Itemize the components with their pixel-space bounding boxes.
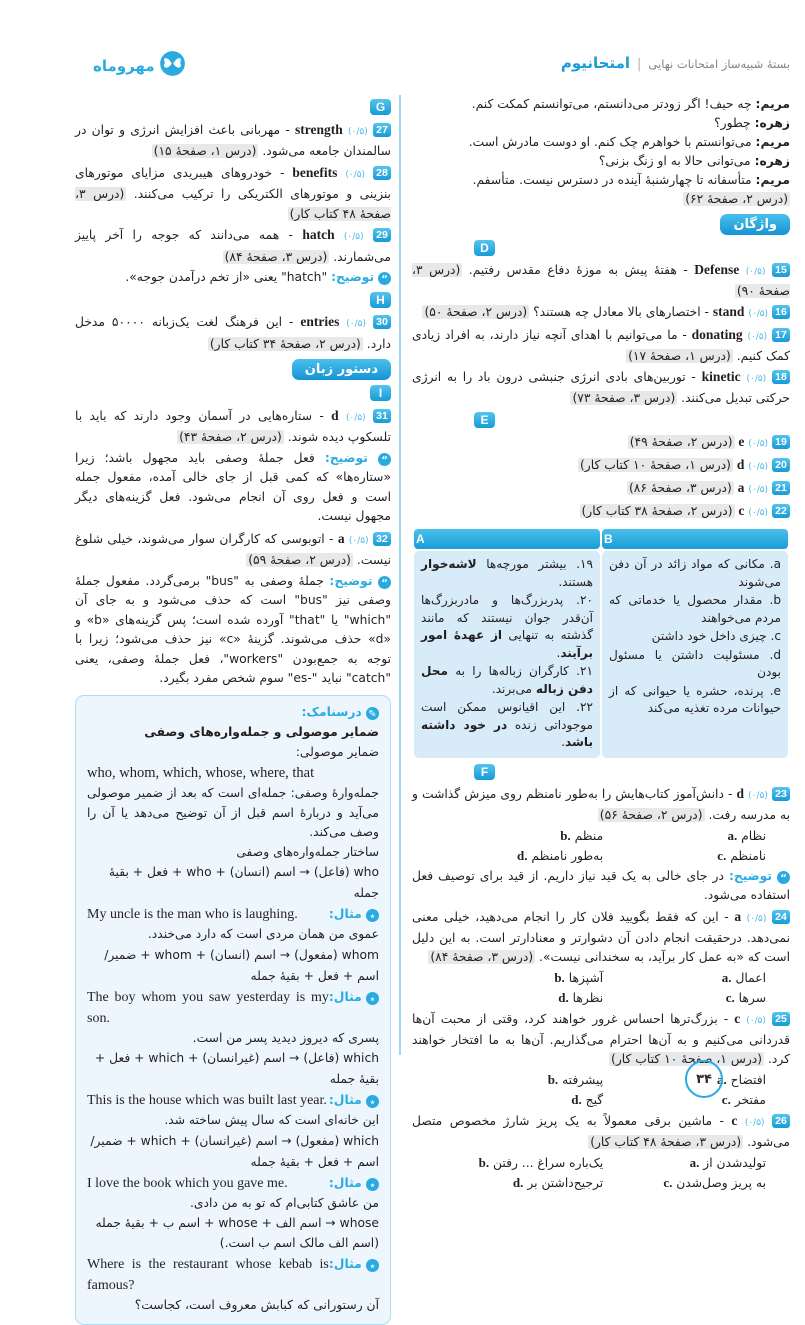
table-cell: c. چیزی داخل خود داشتن [609, 628, 781, 646]
header-separator: | [637, 57, 641, 72]
dialogue-line [412, 133, 790, 152]
lesson-icon: ✎ [366, 707, 379, 720]
answer-item [412, 432, 790, 454]
answer-item [75, 225, 391, 267]
table-header-a: A [414, 529, 600, 549]
formula-note: (اسم الف مالک اسم ب است.) [87, 1234, 379, 1254]
score: (۰/۵) [748, 462, 768, 472]
example-row [87, 1090, 379, 1111]
item-number-badge: 20 [772, 458, 790, 472]
answer-text: - مهربانی باعث افزایش انرژی و توان در سالمندان جامعه می‌شود. [75, 123, 391, 159]
speaker-name: مریم: [756, 135, 790, 149]
answer-letter: a [338, 531, 345, 546]
bulb-icon: ٭ [366, 1095, 379, 1108]
publisher-name: مهروماه [93, 57, 155, 75]
dialogue-line [412, 114, 790, 133]
table-cell: e. پرنده، حشره یا حیوانی که از حیوانات مرده تغذیه می‌کند [609, 683, 781, 718]
answer-letter: d [331, 408, 339, 423]
item-number-badge: 19 [772, 435, 790, 449]
lesson-reference: (درس ۳، صفحهٔ ۸۴) [428, 950, 535, 964]
item-number-badge: 23 [772, 787, 790, 801]
note-text: فعل جملهٔ وصفی باید مجهول باشد؛ زیرا «ستاره‌ها» که کمی قبل از جای خالی آمده، مفعول جمله است و فعل روی آن انجام می‌شود. فعل گزینه‌های دیگر مجهول نیست. [75, 451, 391, 524]
item-number-badge: 25 [772, 1012, 790, 1026]
question-text: - بزرگ‌ترها احساس غرور خواهند کرد، وقتی از محبت آن‌ها قدردانی می‌کنیم و به آن‌ها احترام می‌گذاریم. آن‌ها به ما افتخار خواهند کرد. [412, 1012, 790, 1066]
bulb-icon: ٭ [366, 1259, 379, 1272]
option-a: a. اعمال [603, 968, 766, 988]
score: (۰/۵) [747, 332, 767, 342]
example-translation: آن رستورانی که کبابش معروف است، کجاست؟ [87, 1296, 379, 1316]
speaker-name: مریم: [756, 97, 790, 111]
item-number-badge: 16 [772, 305, 790, 319]
option-d: d. ترجیح‌داشتن بر [412, 1173, 603, 1193]
dialogue-text: چه حیف! اگر زودتر می‌دانستم، می‌توانستم کمکت کنم. [472, 97, 752, 111]
speaker-name: زهره: [755, 154, 790, 168]
note-label: توضیح: [729, 869, 772, 883]
score: (۰/۵) [344, 232, 364, 242]
dialogue-reference [412, 190, 790, 209]
right-column [412, 95, 790, 1194]
mcq-item [412, 1111, 790, 1193]
bulb-icon: ٭ [366, 909, 379, 922]
speaker-name: مریم: [756, 173, 790, 187]
relative-pronouns-list: who, whom, which, whose, where, that [87, 762, 379, 784]
section-letter-badge: G [370, 99, 391, 115]
options-grid [412, 826, 790, 866]
answer-item [75, 529, 391, 571]
item-number-badge: 29 [373, 228, 391, 242]
section-d-row [412, 239, 790, 258]
example-sentence: My uncle is the man who is laughing. [87, 904, 298, 925]
example-row [87, 987, 379, 1029]
lesson-reference: (درس ۲، صفحهٔ ۵۹) [246, 553, 353, 567]
vocabulary-section [412, 214, 790, 235]
brand-title: امتحانیوم [561, 54, 630, 72]
table-cell: ۱۹. بیشتر مورچه‌ها لاشه‌خوار هستند. [421, 556, 593, 591]
bulb-icon: ٭ [366, 1178, 379, 1191]
example-label: ٭ مثال: [329, 1254, 379, 1275]
example-sentence: Where is the restaurant whose kebab is famous? [87, 1254, 329, 1296]
lesson-definition: جمله‌وارهٔ وصفی: جمله‌ای است که بعد از ضمیر موصولی می‌آید و دربارهٔ اسم قبل از آن توضیح می‌دهد یا آن را وصف می‌کند. [87, 784, 379, 843]
dialogue-text: می‌توانستم با خواهرم چک کنم. او دوست مادرش است. [469, 135, 752, 149]
matching-table [412, 527, 790, 760]
quote-icon: “ [777, 871, 790, 884]
score: (۰/۵) [748, 309, 768, 319]
mcq-item [412, 907, 790, 1008]
lesson-reference: (درس ۲، صفحهٔ ۴۹) [628, 435, 735, 449]
option-d: d. گیج [412, 1090, 603, 1110]
example-translation: عموی من همان مردی است که دارد می‌خندد. [87, 925, 379, 945]
answer-word: donating [692, 327, 743, 342]
table-column-a [414, 551, 600, 758]
answer-item [412, 455, 790, 477]
option-c: c. نامنظم [603, 846, 766, 866]
example-row [87, 1173, 379, 1194]
vocabulary-header-badge: واژگان [720, 214, 790, 235]
page-number: ۳۴ [685, 1060, 723, 1098]
score: (۰/۵) [349, 536, 369, 546]
option-b: b. منظم [412, 826, 603, 846]
lesson-reference: (درس ۲، صفحهٔ ۶۲) [683, 192, 790, 206]
option-d: d. به‌طور نامنظم [412, 846, 603, 866]
quote-icon: “ [378, 576, 391, 589]
answer-letter: c [738, 503, 744, 518]
example-label: ٭ مثال: [329, 1090, 379, 1111]
explanation-note [75, 268, 391, 288]
answer-letter: c [731, 1113, 737, 1128]
lesson-subheading: ضمایر موصولی: [87, 743, 379, 763]
item-number-badge: 26 [772, 1114, 790, 1128]
dialogue-text: متأسفانه تا چهارشنبهٔ آینده در دسترس نیست. متأسفم. [473, 173, 752, 187]
dialogue-text: چطور؟ [714, 116, 751, 130]
answer-text: - ستاره‌هایی در آسمان وجود دارند که باید با تلسکوپ دیده شوند. [75, 409, 391, 445]
note-text: در جای خالی به یک قید نیاز داریم. از قید برای توصیف فعل استفاده می‌شود. [412, 869, 790, 902]
item-number-badge: 32 [373, 532, 391, 546]
option-a: a. نظام [603, 826, 766, 846]
option-c: c. مفتخر [603, 1090, 766, 1110]
item-number-badge: 22 [772, 504, 790, 518]
dialogue-line [412, 171, 790, 190]
table-cell: d. مسئولیت داشتن یا مسئول بودن [609, 647, 781, 682]
score: (۰/۵) [745, 1118, 765, 1128]
answer-text: - همه می‌دانند که جوجه را آخر پاییز می‌شمارند. [75, 228, 391, 264]
table-cell: ۲۲. این اقیانوس ممکن است موجوداتی زنده در خود داشته باشد. [421, 699, 593, 752]
score: (۰/۵) [746, 267, 766, 277]
lesson-label: درسنامک: [301, 705, 361, 719]
lesson-reference: (درس ۳، صفحهٔ ۹۰) [412, 263, 790, 298]
score: (۰/۵) [747, 914, 767, 924]
grammar-formula: which (فاعل) → اسم (غیرانسان) + which + فعل + بقیهٔ جمله [87, 1048, 379, 1090]
option-b: b. یک‌باره سراغ ... رفتن [412, 1153, 603, 1173]
lesson-reference: (درس ۱، صفحهٔ ۱۵) [152, 144, 259, 158]
note-label: توضیح: [331, 270, 374, 284]
dialogue-line [412, 95, 790, 114]
answer-text: - توربین‌های بادی انرژی جنبشی درون باد را به انرژی حرکتی تبدیل می‌کنند. [412, 370, 790, 405]
section-letter-badge: H [370, 292, 391, 308]
table-cell: a. مکانی که مواد زائد در آن دفن می‌شوند [609, 556, 781, 591]
answer-letter: d [737, 457, 745, 472]
example-translation: من عاشق کتابی‌ام که تو به من دادی. [87, 1194, 379, 1214]
lesson-reference: (درس ۲، صفحهٔ ۴۳) [177, 430, 284, 444]
options-grid [412, 968, 790, 1008]
answer-word: strength [295, 122, 343, 137]
score: (۰/۵) [348, 127, 368, 137]
grammar-section [75, 359, 391, 380]
section-letter-badge: D [474, 240, 495, 256]
score: (۰/۵) [748, 508, 768, 518]
answer-text: - این فرهنگ لغت یک‌زبانه ۵۰۰۰۰ مدخل دارد. [75, 315, 391, 351]
item-number-badge: 18 [772, 370, 790, 384]
example-row [87, 1254, 379, 1296]
note-text: جملهٔ وصفی به "bus" برمی‌گردد. مفعول جملهٔ وصفی نیز "bus" است که حذف می‌شود و به جای آن "which" یا "that" آورده شده است؛ پس گزینه‌های «b» و «d» حذف می‌شوند. گزینهٔ «c» نیز حذف می‌شود؛ زیرا با توجه به جمع‌بودن "workers"، فعل جملهٔ وصفی، یعنی "catch" نباید "-es" سوم شخص مفرد بگیرد. [75, 574, 391, 686]
answer-item [412, 260, 790, 301]
publisher-logo [93, 50, 186, 81]
score: (۰/۵) [345, 170, 365, 180]
lesson-heading: ضمایر موصولی و جمله‌واره‌های وصفی [87, 723, 379, 743]
example-sentence: The boy whom you saw yesterday is my son. [87, 987, 329, 1029]
section-h-row [75, 291, 391, 311]
dialogue-block [412, 95, 790, 209]
explanation-note [75, 449, 391, 527]
answer-item [75, 312, 391, 354]
table-cell: ۲۰. پدربزرگ‌ها و مادربزرگ‌ها آن‌قدر جوان نیستند که مانند گذشته به تنهایی از عهدهٔ امور برآیند. [421, 592, 593, 662]
answer-item [412, 501, 790, 523]
options-grid [412, 1070, 790, 1110]
example-label: ٭ مثال: [329, 987, 379, 1008]
score: (۰/۵) [746, 374, 766, 384]
lesson-reference: (درس ۲، صفحهٔ ۳۴ کتاب کار) [208, 337, 363, 351]
section-letter-badge: F [474, 764, 495, 780]
option-a: a. تولیدشدن از [603, 1153, 766, 1173]
example-label: ٭ مثال: [329, 1173, 379, 1194]
example-row [87, 904, 379, 925]
score: (۰/۵) [346, 413, 366, 423]
header-subtitle: بستهٔ شبیه‌ساز امتحانات نهایی [648, 57, 790, 71]
grammar-formula: who (فاعل) → اسم (انسان) + who + فعل + بقیهٔ جمله [87, 862, 379, 904]
lesson-reference: (درس ۲، صفحهٔ ۵۶) [598, 808, 705, 822]
note-text: "hatch" یعنی «از تخم درآمدن جوجه». [125, 270, 327, 284]
table-cell: b. مقدار محصول یا خدماتی که مردم می‌خواهند [609, 592, 781, 627]
left-column [75, 95, 391, 1325]
answer-word: benefits [292, 165, 337, 180]
question-text: - این که فقط بگویید فلان کار را انجام می‌دهید، خیلی معنی نمی‌دهد. درحقیقت انجام دادن آن دشوارتر و معنادارتر است. به این دلیل است که «به عمل کار برآید، به سخندانی نیست». [412, 910, 790, 964]
section-letter-badge: I [370, 385, 391, 401]
answer-text: - خودروهای هیبریدی مزایای موتورهای بنزینی و موتورهای الکتریکی را ترکیب می‌کنند. [75, 166, 391, 202]
answer-letter: d [737, 786, 745, 801]
quote-icon: “ [378, 453, 391, 466]
question-text: - دانش‌آموز کتاب‌هایش را به‌طور نامنظم روی میزش گذاشت و به مدرسه رفت. [412, 787, 790, 822]
lesson-box-header [87, 703, 379, 723]
explanation-note [412, 867, 790, 905]
answer-letter: a [734, 909, 741, 924]
structure-title: ساختار جمله‌واره‌های وصفی [87, 843, 379, 863]
item-number-badge: 21 [772, 481, 790, 495]
explanation-note [75, 572, 391, 689]
score: (۰/۵) [748, 485, 768, 495]
item-number-badge: 30 [373, 315, 391, 329]
page-header [561, 54, 790, 72]
answer-word: Defense [694, 262, 739, 277]
dialogue-text: می‌توانی حالا به او زنگ بزنی؟ [599, 154, 751, 168]
score: (۰/۵) [748, 791, 768, 801]
column-divider [399, 95, 401, 1055]
note-label: توضیح: [329, 574, 372, 588]
mcq-item [412, 1009, 790, 1110]
answer-letter: a [738, 480, 745, 495]
section-e-row [412, 411, 790, 430]
quote-icon: “ [378, 272, 391, 285]
score: (۰/۵) [748, 439, 768, 449]
grammar-formula: whom (مفعول) → اسم (انسان) + whom + ضمیر/اسم + فعل + بقیهٔ جمله [87, 945, 379, 987]
butterfly-logo-icon [159, 50, 186, 81]
example-sentence: I love the book which you gave me. [87, 1173, 288, 1194]
answer-item [412, 367, 790, 408]
answer-word: entries [300, 314, 339, 329]
options-grid [412, 1153, 790, 1193]
table-header-b: B [602, 529, 788, 549]
option-c: c. سرها [603, 988, 766, 1008]
answer-word: stand [713, 304, 745, 319]
answer-letter: e [738, 434, 744, 449]
answer-item [412, 302, 790, 324]
answer-word: kinetic [702, 369, 741, 384]
answer-text: - هفتهٔ پیش به موزهٔ دفاع مقدس رفتیم. [469, 263, 688, 277]
option-c: c. به پریز وصل‌شدن [603, 1173, 766, 1193]
score: (۰/۵) [746, 1016, 766, 1026]
dialogue-line [412, 152, 790, 171]
lesson-reference: (درس ۳، صفحهٔ ۴۸ کتاب کار) [75, 187, 391, 221]
section-f-row [412, 763, 790, 782]
score: (۰/۵) [346, 319, 366, 329]
example-label: ٭ مثال: [329, 904, 379, 925]
answer-item [412, 478, 790, 500]
option-d: d. نظرها [412, 988, 603, 1008]
answer-text: - ما می‌توانیم با اهدای آنچه نیاز دارند، به افراد زیادی کمک کنیم. [412, 328, 790, 363]
lesson-reference: (درس ۱، صفحهٔ ۱۰ کتاب کار) [609, 1052, 764, 1066]
grammar-formula: which (مفعول) → اسم (غیرانسان) + which + ضمیر/اسم + فعل + بقیهٔ جمله [87, 1131, 379, 1173]
answer-text: - اتوبوسی که کارگران سوار می‌شوند، خیلی شلوغ نیست. [75, 532, 391, 568]
item-number-badge: 27 [373, 123, 391, 137]
lesson-box [75, 695, 391, 1325]
bulb-icon: ٭ [366, 992, 379, 1005]
item-number-badge: 15 [772, 263, 790, 277]
example-translation: پسری که دیروز دیدید پسر من است. [87, 1029, 379, 1049]
lesson-reference: (درس ۳، صفحهٔ ۸۴) [223, 250, 330, 264]
section-i-row [75, 384, 391, 404]
item-number-badge: 31 [373, 409, 391, 423]
lesson-reference: (درس ۳، صفحهٔ ۷۳) [570, 391, 677, 405]
lesson-reference: (درس ۱، صفحهٔ ۱۰ کتاب کار) [578, 458, 733, 472]
answer-item [412, 325, 790, 366]
example-sentence: This is the house which was built last year. [87, 1090, 327, 1111]
answer-text: - اختصارهای بالا معادل چه هستند؟ [533, 305, 709, 319]
lesson-reference: (درس ۳، صفحهٔ ۸۶) [627, 481, 734, 495]
option-b: b. آشپزها [412, 968, 603, 988]
answer-item [75, 406, 391, 448]
answer-item [75, 120, 391, 162]
grammar-header-badge: دستور زبان [292, 359, 391, 380]
lesson-reference: (درس ۱، صفحهٔ ۱۷) [626, 349, 733, 363]
section-g-row [75, 98, 391, 118]
mcq-item [412, 784, 790, 905]
lesson-reference: (درس ۲، صفحهٔ ۵۰) [422, 305, 529, 319]
question-text: - ماشین برقی معمولاً به یک پریز شارژ مخصوص متصل می‌شود. [412, 1114, 790, 1149]
lesson-reference: (درس ۲، صفحهٔ ۳۸ کتاب کار) [580, 504, 735, 518]
item-number-badge: 17 [772, 328, 790, 342]
speaker-name: زهره: [755, 116, 790, 130]
answer-item [75, 163, 391, 225]
lesson-reference: (درس ۳، صفحهٔ ۴۸ کتاب کار) [588, 1135, 743, 1149]
option-a: a. افتضاح [603, 1070, 766, 1090]
example-translation: این خانه‌ای است که سال پیش ساخته شد. [87, 1111, 379, 1131]
table-column-b [602, 551, 788, 758]
answer-word: hatch [302, 227, 334, 242]
option-b: b. پیشرفته [412, 1070, 603, 1090]
section-letter-badge: E [474, 412, 495, 428]
item-number-badge: 24 [772, 910, 790, 924]
table-cell: ۲۱. کارگران زباله‌ها را به محل دفن زباله می‌برند. [421, 663, 593, 698]
note-label: توضیح: [325, 451, 368, 465]
grammar-formula: whose → اسم الف + whose + اسم ب + بقیهٔ جمله [87, 1213, 379, 1234]
item-number-badge: 28 [373, 166, 391, 180]
answer-letter: c [734, 1011, 740, 1026]
